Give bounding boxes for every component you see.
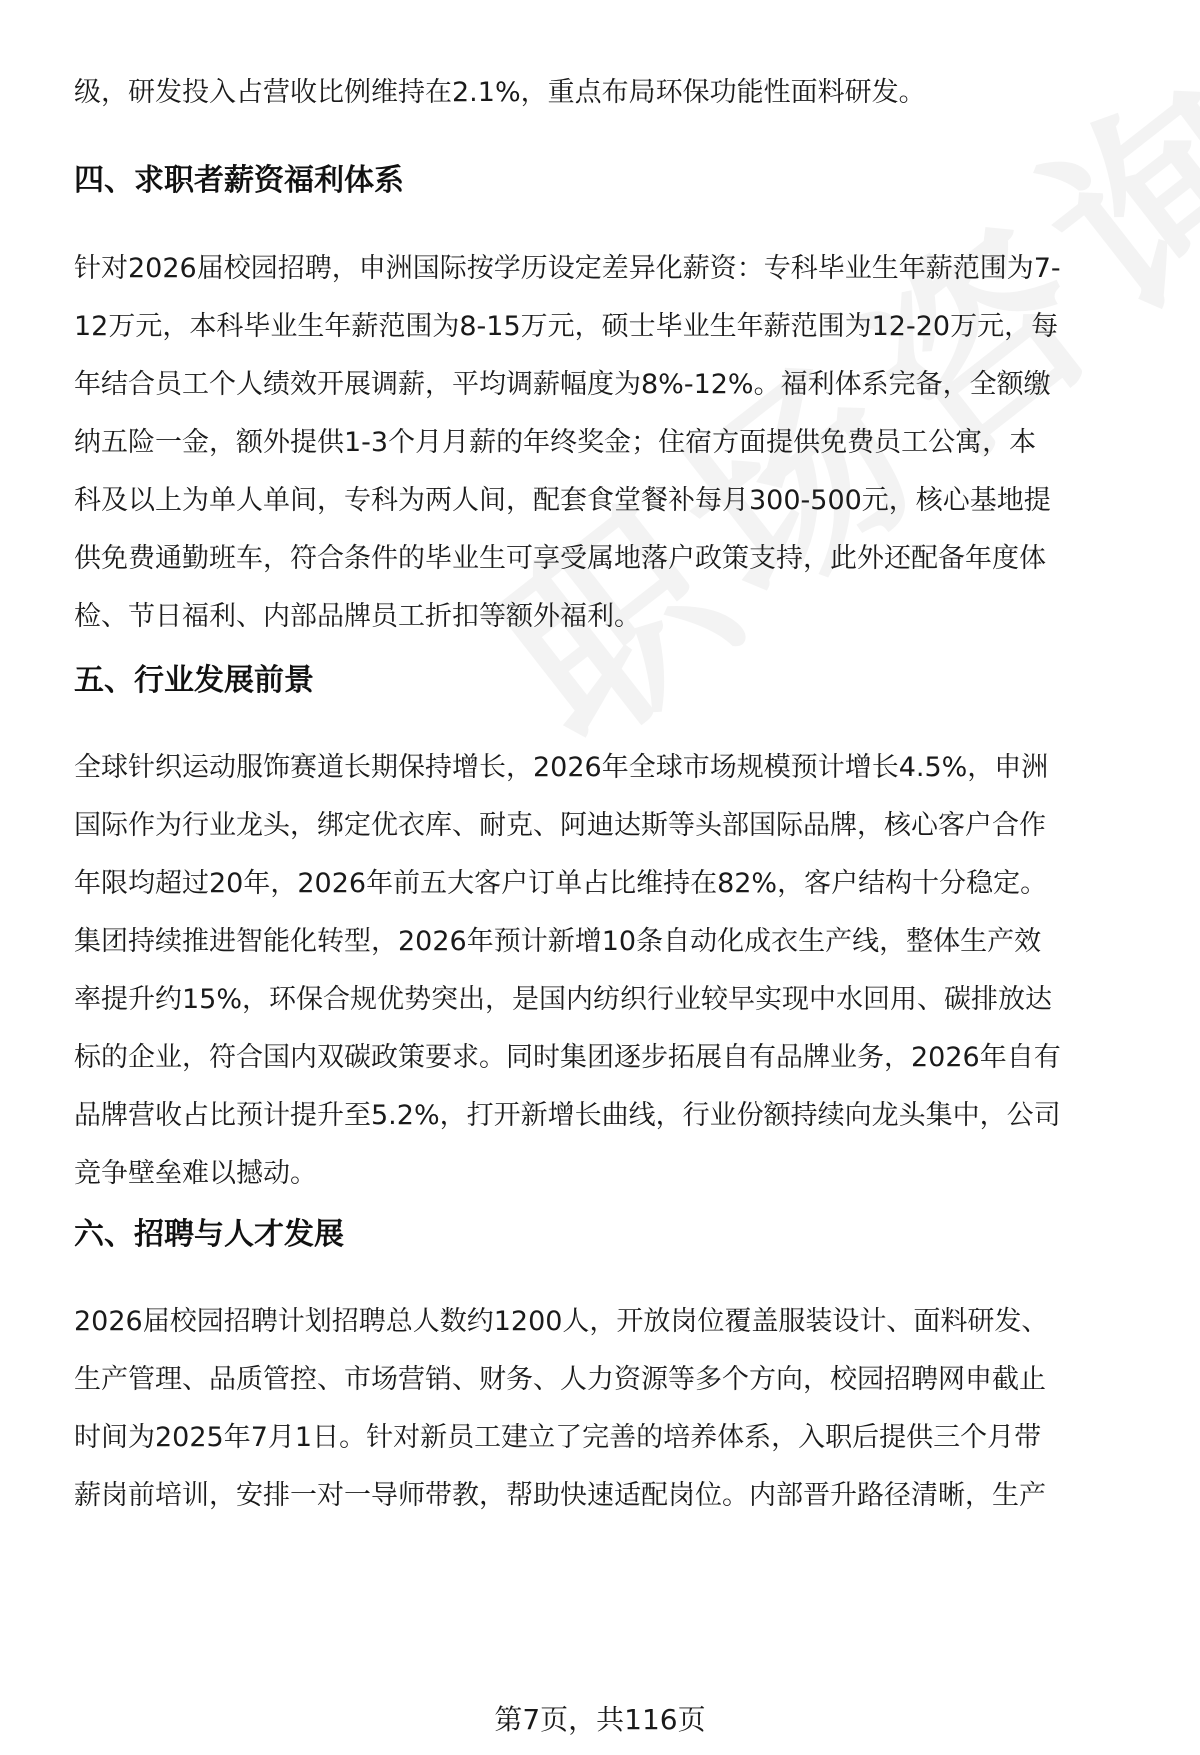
section-heading-4: 四、求职者薪资福利体系 bbox=[74, 163, 404, 198]
paragraph-line: 纳五险一金，额外提供1-3个月月薪的年终奖金；住宿方面提供免费员工公寓，本 bbox=[74, 427, 1037, 458]
paragraph-line: 国际作为行业龙头，绑定优衣库、耐克、阿迪达斯等头部国际品牌，核心客户合作 bbox=[74, 810, 1046, 841]
section-5-paragraph bbox=[74, 739, 1154, 1203]
paragraph-line: 率提升约15%，环保合规优势突出，是国内纺织行业较早实现中水回用、碳排放达 bbox=[74, 984, 1053, 1015]
section-heading-5: 五、行业发展前景 bbox=[74, 663, 314, 698]
paragraph-line: 供免费通勤班车，符合条件的毕业生可享受属地落户政策支持，此外还配备年度体 bbox=[74, 543, 1046, 574]
paragraph-line: 级，研发投入占营收比例维持在2.1%，重点布局环保功能性面料研发。 bbox=[74, 77, 926, 108]
section-6-paragraph bbox=[74, 1293, 1154, 1525]
paragraph-line: 竞争壁垒难以撼动。 bbox=[74, 1158, 317, 1189]
paragraph-line: 2026届校园招聘计划招聘总人数约1200人，开放岗位覆盖服装设计、面料研发、 bbox=[74, 1306, 1049, 1337]
paragraph-line: 标的企业，符合国内双碳政策要求。同时集团逐步拓展自有品牌业务，2026年自有 bbox=[74, 1042, 1061, 1073]
paragraph-line: 12万元，本科毕业生年薪范围为8-15万元，硕士毕业生年薪范围为12-20万元，每 bbox=[74, 311, 1059, 342]
paragraph-line: 集团持续推进智能化转型，2026年预计新增10条自动化成衣生产线，整体生产效 bbox=[74, 926, 1042, 957]
paragraph-line: 年限均超过20年，2026年前五大客户订单占比维持在82%，客户结构十分稳定。 bbox=[74, 868, 1048, 899]
paragraph-line: 薪岗前培训，安排一对一导师带教，帮助快速适配岗位。内部晋升路径清晰，生产 bbox=[74, 1480, 1046, 1511]
paragraph-line: 针对2026届校园招聘，申洲国际按学历设定差异化薪资：专科毕业生年薪范围为7- bbox=[74, 253, 1061, 284]
paragraph-line: 年结合员工个人绩效开展调薪，平均调薪幅度为8%-12%。福利体系完备，全额缴 bbox=[74, 369, 1051, 400]
paragraph-line: 品牌营收占比预计提升至5.2%，打开新增长曲线，行业份额持续向龙头集中，公司 bbox=[74, 1100, 1061, 1131]
intro-paragraph bbox=[74, 64, 1154, 122]
paragraph-line: 全球针织运动服饰赛道长期保持增长，2026年全球市场规模预计增长4.5%，申洲 bbox=[74, 752, 1049, 783]
section-heading-6: 六、招聘与人才发展 bbox=[74, 1217, 344, 1252]
paragraph-line: 科及以上为单人单间，专科为两人间，配套食堂餐补每月300-500元，核心基地提 bbox=[74, 485, 1051, 516]
paragraph-line: 时间为2025年7月1日。针对新员工建立了完善的培养体系，入职后提供三个月带 bbox=[74, 1422, 1042, 1453]
paragraph-line: 检、节日福利、内部品牌员工折扣等额外福利。 bbox=[74, 601, 641, 632]
page-number: 第7页，共116页 bbox=[494, 1703, 706, 1736]
section-4-paragraph bbox=[74, 240, 1154, 646]
paragraph-line: 生产管理、品质管控、市场营销、财务、人力资源等多个方向，校园招聘网申截止 bbox=[74, 1364, 1046, 1395]
